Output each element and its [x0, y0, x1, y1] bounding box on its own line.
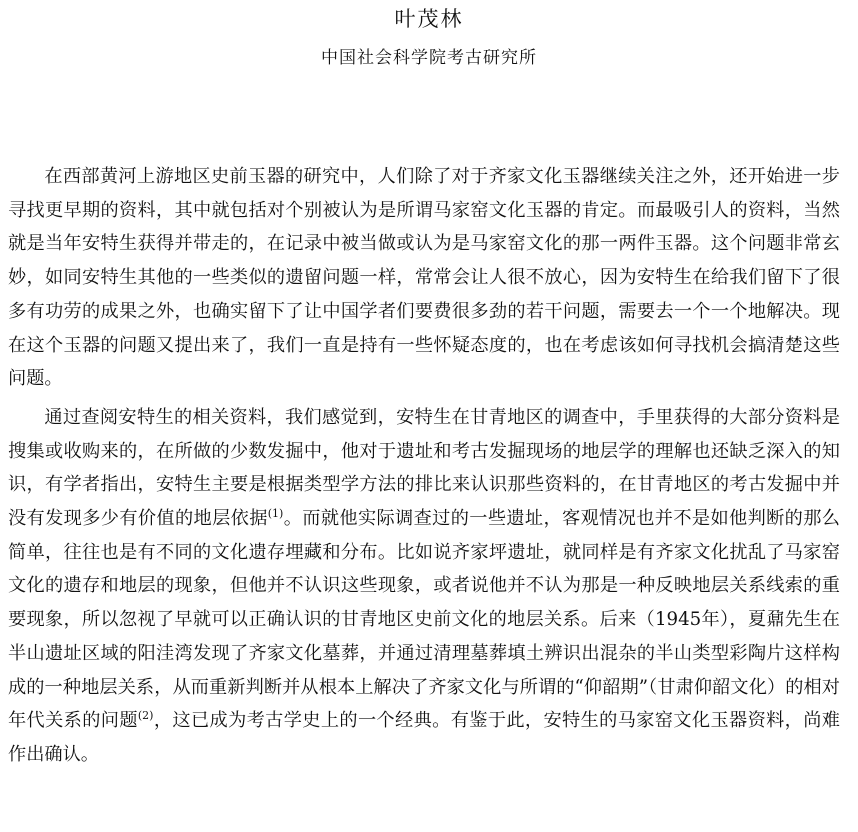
footnote-marker-1: (1) [267, 507, 284, 521]
paragraph-2-text-b: 。而就他实际调查过的一些遗址，客观情况也并不是如他判断的那么简单，往往也是有不同的文化遗存埋藏和分布。比如说齐家坪遗址，就同样是有齐家文化扰乱了马家窑文化的遗存和地层的现象，但他并不认识这些现象，或者说他并不认为那是一种反映地层关系线索的重要现象，所以忽视了早就可以正确认识的甘青地区史前文化的地层关系。后来（1945年），夏鼐先生在半山遗址区域的阳洼湾发现了齐家文化墓葬，并通过清理墓葬填土辨识出混杂的半山类型彩陶片这样构成的一种地层关系，从而重新判断并从根本上解决了齐家文化与所谓的“仰韶期”（甘肃仰韶文化）的相对年代关系的问题 [8, 508, 840, 732]
paragraph-2 [8, 401, 840, 772]
paragraph-1: 在西部黄河上游地区史前玉器的研究中，人们除了对于齐家文化玉器继续关注之外，还开始进一步寻找更早期的资料，其中就包括对个别被认为是所谓马家窑文化玉器的肯定。而最吸引人的资料，当然就是当年安特生获得并带走的，在记录中被当做或认为是马家窑文化的那一两件玉器。这个问题非常玄妙，如同安特生其他的一些类似的遗留问题一样，常常会让人很不放心，因为安特生在给我们留下了很多有功劳的成果之外，也确实留下了让中国学者们要费很多劲的若干问题，需要去一个一个地解决。现在这个玉器的问题又提出来了，我们一直是持有一些怀疑态度的，也在考虑该如何寻找机会搞清楚这些问题。 [8, 166, 840, 390]
author-affiliation: 中国社会科学院考古研究所 [321, 48, 537, 68]
paragraph-2-text-c: ，这已成为考古学史上的一个经典。有鉴于此，安特生的马家窑文化玉器资料，尚难作出确认。 [8, 710, 840, 765]
article-body [8, 160, 840, 777]
paragraph-2-text-a: 通过查阅安特生的相关资料，我们感觉到，安特生在甘青地区的调查中，手里获得的大部分资料是搜集或收购来的，在所做的少数发掘中，他对于遗址和考古发掘现场的地层学的理解也还缺乏深入的知识，有学者指出，安特生主要是根据类型学方法的排比来认识那些资料的，在甘青地区的考古发掘中并没有发现多少有价值的地层依据 [8, 406, 840, 530]
author-name: 叶茂林 [394, 7, 464, 31]
footnote-marker-2: (2) [137, 709, 154, 723]
